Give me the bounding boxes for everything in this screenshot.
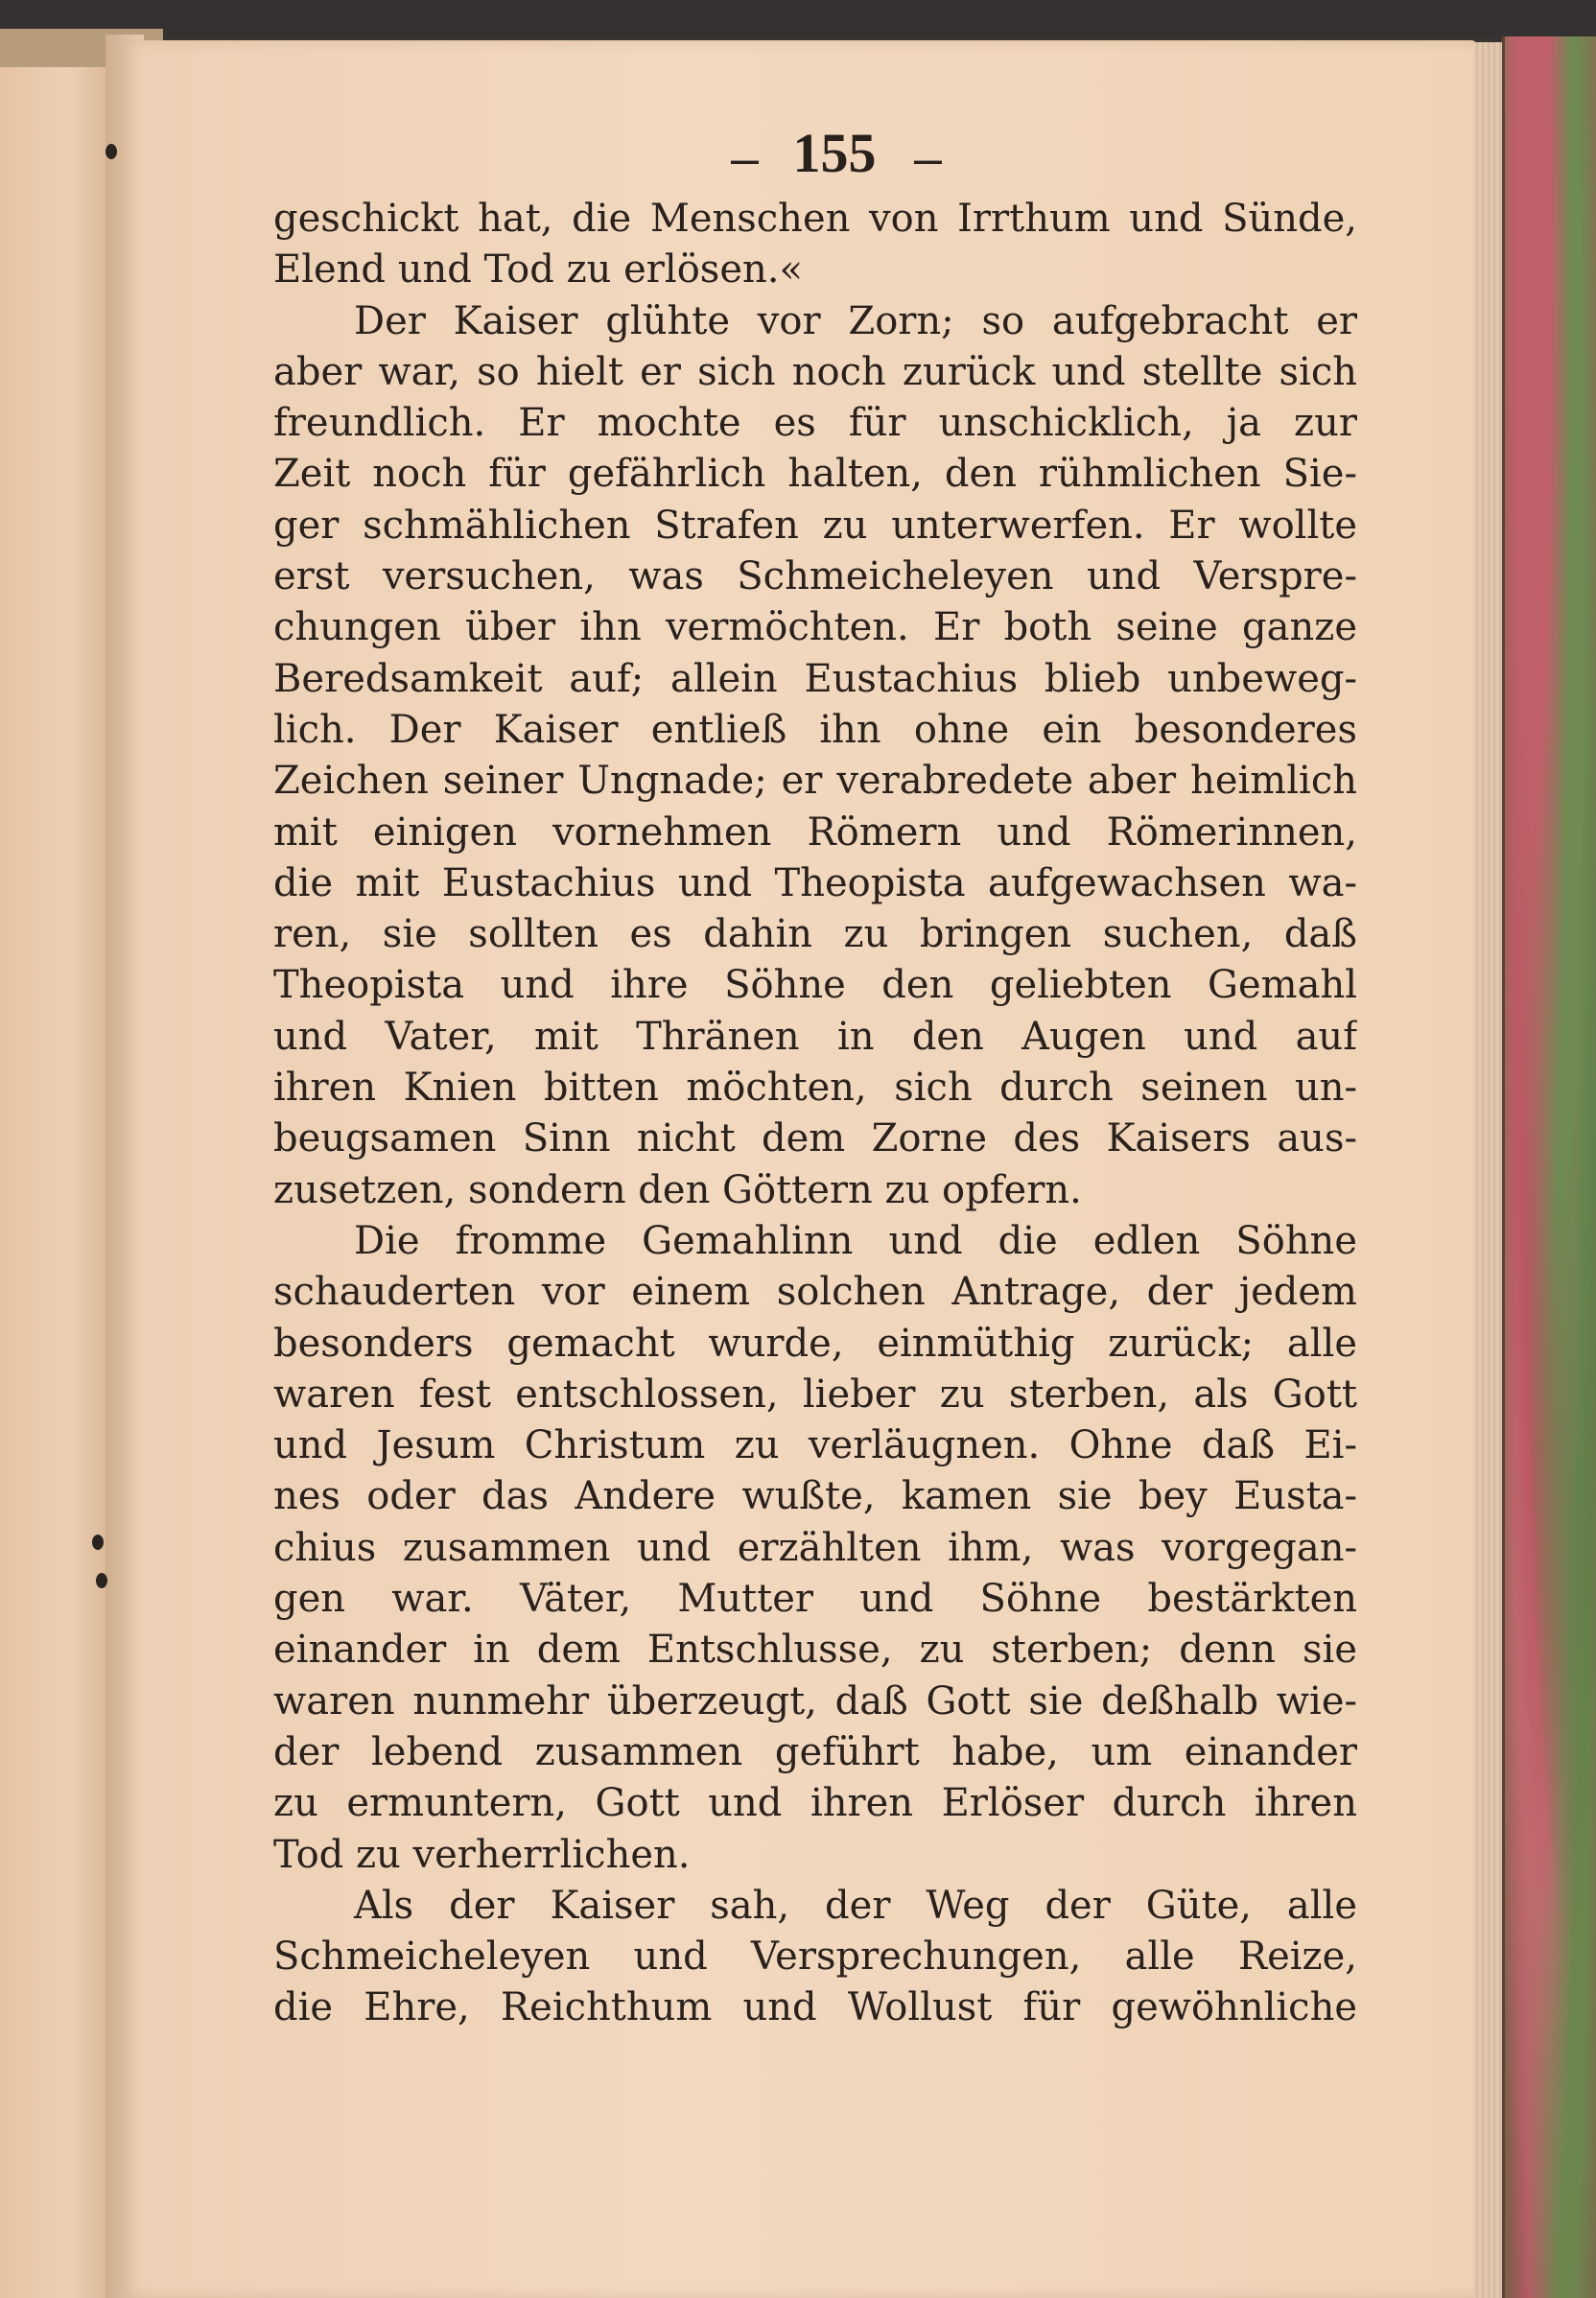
text-line: aber war, so hielt er sich noch zurück und stellte sich [273, 349, 1357, 394]
text-line: mit einigen vornehmen Römern und Römerinnen, [273, 809, 1357, 855]
text-line: Als der Kaiser sah, der Weg der Güte, alle [354, 1883, 1357, 1928]
text-line: Theopista und ihre Söhne den geliebten Gemahl [273, 963, 1357, 1008]
text-line: die mit Eustachius und Theopista aufgewachsen wa- [273, 860, 1357, 905]
header-ornament-left: --- [729, 136, 757, 180]
marbled-cover [1502, 36, 1596, 2298]
text-line: gen war. Väter, Mutter und Söhne bestärkten [273, 1577, 1357, 1622]
text-line: ger schmählichen Strafen zu unterwerfen. Er wollte [273, 503, 1357, 548]
text-line: chungen über ihn vermöchten. Er both seine ganze [273, 605, 1357, 650]
binding-hole-top [106, 144, 117, 159]
background-top [0, 0, 1596, 38]
text-line: Zeit noch für gefährlich halten, den rühmlichen Sie- [273, 452, 1357, 497]
page-text-block [273, 113, 1357, 2034]
text-line: einander in dem Entschlusse, zu sterben; denn sie [273, 1628, 1357, 1673]
text-line: ren, sie sollten es dahin zu bringen suchen, daß [273, 912, 1357, 957]
binding-hole-lower [96, 1573, 107, 1588]
page-stack-edge [1473, 42, 1502, 2298]
text-line: Die fromme Gemahlinn und die edlen Söhne [354, 1218, 1357, 1263]
text-line: waren fest entschlossen, lieber zu sterben, als Gott [273, 1372, 1357, 1417]
text-line: lich. Der Kaiser entließ ihn ohne ein besonderes [273, 707, 1357, 752]
binding-hole-middle [92, 1535, 104, 1550]
text-line: nes oder das Andere wußte, kamen sie bey Eusta- [273, 1474, 1357, 1519]
text-line: waren nunmehr überzeugt, daß Gott sie deßhalb wie- [273, 1678, 1357, 1724]
text-line: besonders gemacht wurde, einmüthig zurück; alle [273, 1321, 1357, 1366]
text-line: und Jesum Christum zu verläugnen. Ohne daß Ei- [273, 1423, 1357, 1468]
left-page-edge [0, 29, 117, 2298]
text-line: beugsamen Sinn nicht dem Zorne des Kaisers aus- [273, 1116, 1357, 1161]
text-line: Schmeicheleyen und Versprechungen, alle Reize, [273, 1935, 1357, 1980]
text-line: Elend und Tod zu erlösen.« [273, 247, 803, 293]
text-line: Der Kaiser glühte vor Zorn; so aufgebracht er [354, 298, 1357, 343]
text-line: geschickt hat, die Menschen von Irrthum und Sünde, [273, 197, 1357, 241]
text-line: zu ermuntern, Gott und ihren Erlöser durch ihren [273, 1781, 1357, 1826]
text-line: erst versuchen, was Schmeicheleyen und Verspre- [273, 554, 1357, 599]
text-line: Beredsamkeit auf; allein Eustachius blieb unbeweg- [273, 656, 1357, 701]
page-number: 155 [792, 122, 877, 184]
text-line: chius zusammen und erzählten ihm, was vorgegan- [273, 1525, 1357, 1570]
page-header [312, 113, 1357, 194]
text-line: Zeichen seiner Ungnade; er verabredete aber heimlich [273, 759, 1357, 804]
text-line: der lebend zusammen geführt habe, um einander [273, 1729, 1357, 1774]
text-line: Tod zu verherrlichen. [273, 1832, 691, 1877]
text-line: schauderten vor einem solchen Antrage, der jedem [273, 1270, 1357, 1315]
text-line: die Ehre, Reichthum und Wollust für gewöhnliche [273, 1985, 1357, 2030]
text-line: freundlich. Er mochte es für unschicklich, ja zur [273, 401, 1357, 446]
header-ornament-right: --- [912, 136, 940, 180]
text-line: ihren Knien bitten möchten, sich durch seinen un- [273, 1066, 1357, 1111]
text-line: zusetzen, sondern den Göttern zu opfern. [273, 1167, 1082, 1212]
text-line: und Vater, mit Thränen in den Augen und auf [273, 1014, 1357, 1059]
